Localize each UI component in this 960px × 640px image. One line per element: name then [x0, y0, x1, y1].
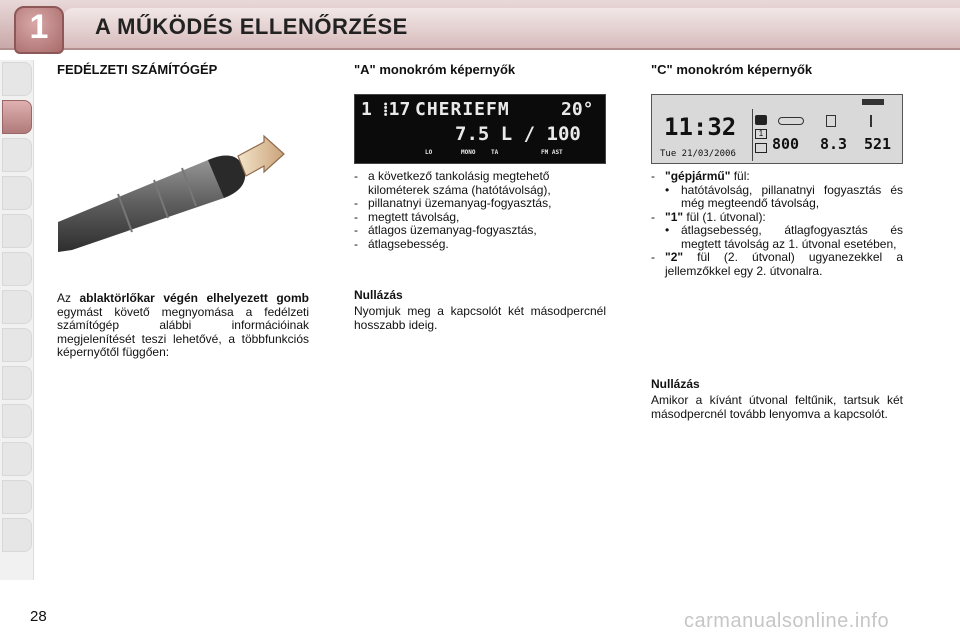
route-2-tab-icon: [755, 143, 767, 153]
list-subitem-text: hatótávolság, pillanatnyi fogyasztás és még megteendő távolság,: [681, 182, 903, 210]
flag-icon: [870, 115, 880, 127]
wiper-stalk-illustration: [58, 132, 308, 252]
list-subitem: • átlagsebesség, átlagfogyasztás és megtett távolság az 1. útvonal esetében,: [665, 223, 903, 251]
fuel-icon: [826, 115, 836, 127]
list-item-text: pillanatnyi üzemanyag-fogyasztás,: [368, 196, 552, 210]
display-a-consumption: 7.5 L / 100: [455, 123, 581, 145]
list-item-text: fül (1. útvonal):: [683, 209, 766, 224]
list-subitem-text: átlagsebesség, átlagfogyasztás és megtett távolság az 1. útvonal esetében,: [681, 223, 903, 251]
page-number: 28: [30, 608, 47, 625]
chapter-side-strip: [0, 60, 34, 580]
route-1-tab-icon: 1: [755, 129, 767, 139]
list-item-text: fül:: [730, 169, 750, 183]
list-item-text: fül (2. útvonal) ugyanezekkel a jellemzőkkel egy 2. útvonalra.: [665, 250, 903, 278]
list-item: - átlagos üzemanyag-fogyasztás,: [354, 223, 537, 237]
display-c-time: 11:32: [664, 113, 737, 141]
side-tab[interactable]: [2, 290, 32, 324]
side-tab[interactable]: [2, 366, 32, 400]
display-a-line1-left: 1 ⁞17: [361, 99, 411, 120]
side-tab[interactable]: [2, 404, 32, 438]
tab-label-route-1: "1": [665, 209, 684, 224]
display-a-label: LO: [425, 149, 433, 156]
display-c-list: [651, 170, 903, 278]
display-a-label: FM AST: [541, 149, 563, 156]
intro-paragraph: [57, 292, 309, 360]
display-a-list: [354, 170, 606, 251]
chapter-number: 1: [29, 8, 49, 46]
display-c-value3: 521: [864, 135, 892, 153]
display-c-value2: 8.3: [820, 135, 848, 153]
tab-label-vehicle: "gépjármű": [665, 169, 731, 183]
list-item-text: megtett távolság,: [368, 209, 460, 224]
watermark: carmanualsonline.info: [684, 610, 890, 632]
side-tab[interactable]: [2, 176, 32, 210]
display-a-label: MONO: [461, 149, 476, 156]
display-c-image: [651, 94, 903, 164]
side-tab[interactable]: [2, 442, 32, 476]
list-item-text: átlagsebesség.: [368, 236, 449, 251]
page-title: A MŰKÖDÉS ELLENŐRZÉSE: [95, 14, 408, 39]
reset-text-c: Amikor a kívánt útvonal feltűnik, tartsuk két másodpercnél tovább lenyomva a kapcsolót.: [651, 393, 903, 421]
list-item-text: átlagos üzemanyag-fogyasztás,: [368, 223, 537, 237]
side-tab[interactable]: [2, 480, 32, 514]
car-icon: [778, 117, 804, 125]
side-tab[interactable]: [2, 328, 32, 362]
list-item: - átlagsebesség.: [354, 236, 449, 251]
list-item: - "gépjármű" fül:: [651, 169, 750, 183]
list-item: - a következő tankolásig megtehető kilométerek száma (hatótávolság),: [354, 169, 551, 197]
car-tab-icon: [755, 115, 767, 125]
section-heading-display-a: "A" monokróm képernyők: [354, 62, 516, 77]
list-item: - "2" fül (2. útvonal) ugyanezekkel a jellemzőkkel egy 2. útvonalra.: [651, 250, 903, 278]
side-tab[interactable]: [2, 138, 32, 172]
intro-prefix: Az: [57, 291, 80, 305]
display-c-divider: [752, 109, 753, 161]
display-a-label: TA: [491, 149, 499, 156]
side-tab[interactable]: [2, 518, 32, 552]
section-heading-display-c: "C" monokróm képernyők: [651, 62, 813, 77]
tab-label-route-2: "2": [665, 250, 684, 264]
signal-icon: [862, 99, 884, 105]
reset-heading-a: Nullázás: [354, 288, 403, 302]
list-item: - pillanatnyi üzemanyag-fogyasztás,: [354, 196, 552, 210]
intro-rest: egymást követő megnyomása a fedélzeti számítógép alábbi információinak megjelenítését teszi lehetővé, a többfunkciós képernyőtől függően:: [57, 304, 309, 359]
list-item: - "1" fül (1. útvonal):: [651, 209, 766, 224]
display-a-station: CHERIEFM: [415, 99, 510, 120]
display-a-image: [354, 94, 606, 164]
section-heading-onboard-computer: FEDÉLZETI SZÁMÍTÓGÉP: [57, 62, 218, 77]
display-c-value1: 800: [772, 135, 800, 153]
reset-heading-c: Nullázás: [651, 377, 700, 391]
list-item: - megtett távolság,: [354, 209, 460, 224]
reset-text-a: Nyomjuk meg a kapcsolót két másodpercnél hosszabb ideig.: [354, 304, 606, 332]
side-tab-active[interactable]: [2, 100, 32, 134]
list-item-text: a következő tankolásig megtehető kilométerek száma (hatótávolság),: [368, 169, 551, 197]
list-subitem: • hatótávolság, pillanatnyi fogyasztás és még megteendő távolság,: [665, 182, 903, 210]
intro-bold: ablaktörlőkar végén elhelyezett gomb: [79, 291, 309, 305]
side-tab[interactable]: [2, 62, 32, 96]
side-tab[interactable]: [2, 214, 32, 248]
display-a-temp: 20°: [561, 99, 594, 120]
side-tab[interactable]: [2, 252, 32, 286]
display-c-date: Tue 21/03/2006: [660, 149, 736, 159]
